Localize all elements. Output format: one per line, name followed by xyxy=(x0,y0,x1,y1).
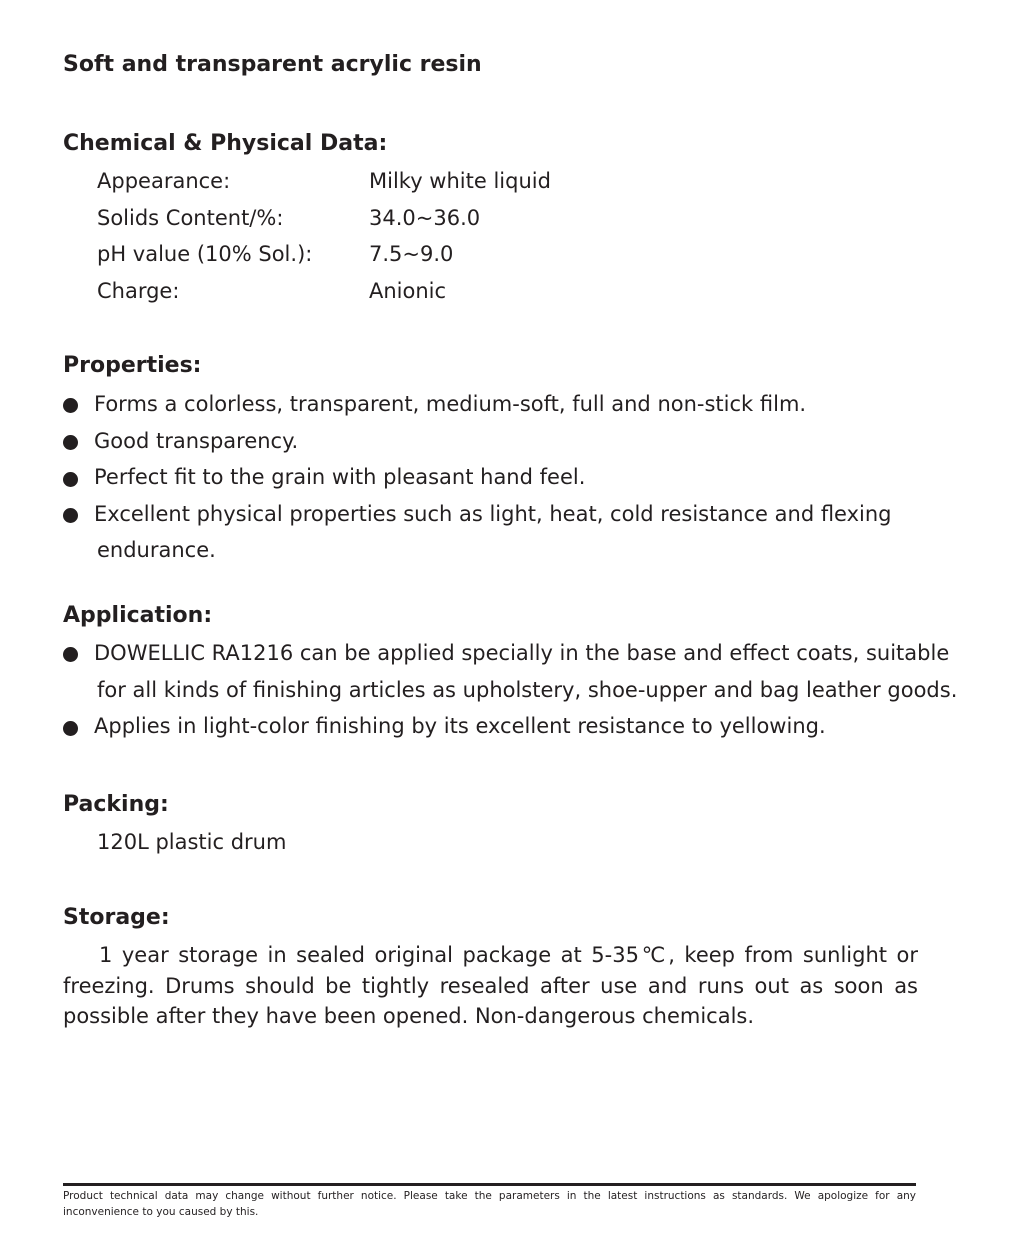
storage-text: 1 year storage in sealed original package at 5-35℃, keep from sunlight or freezing. Drums should be tightly resealed after use and runs out as soon as possible after they have been opened. Non-dangerous chemicals. xyxy=(63,943,918,1028)
application-item-1-continued: for all kinds of finishing articles as upholstery, shoe-upper and bag leather goods. xyxy=(97,678,958,702)
bullet-icon xyxy=(63,721,78,736)
charge-label: Charge: xyxy=(97,279,180,303)
application-heading: Application: xyxy=(63,603,213,628)
storage-heading: Storage: xyxy=(63,905,170,930)
solids-content-value: 34.0~36.0 xyxy=(369,206,481,230)
bullet-icon xyxy=(63,472,78,487)
solids-content-label: Solids Content/%: xyxy=(97,206,284,230)
properties-heading: Properties: xyxy=(63,353,202,378)
bullet-icon xyxy=(63,435,78,450)
appearance-label: Appearance: xyxy=(97,169,231,193)
appearance-value: Milky white liquid xyxy=(369,169,551,193)
footer-divider xyxy=(63,1183,916,1186)
application-item-1: DOWELLIC RA1216 can be applied specially in the base and effect coats, suitable xyxy=(94,641,950,665)
properties-item-3: Perfect fit to the grain with pleasant hand feel. xyxy=(94,465,586,489)
packing-text: 120L plastic drum xyxy=(97,830,287,854)
properties-item-4: Excellent physical properties such as light, heat, cold resistance and flexing xyxy=(94,502,892,526)
bullet-icon xyxy=(63,647,78,662)
packing-heading: Packing: xyxy=(63,792,169,817)
properties-item-2: Good transparency. xyxy=(94,429,299,453)
charge-value: Anionic xyxy=(369,279,447,303)
properties-item-4-continued: endurance. xyxy=(97,538,216,562)
footer-disclaimer: Product technical data may change without further notice. Please take the parameters in the latest instructions as standards. We apologize for any inconvenience to you caused by this. xyxy=(63,1190,916,1218)
application-item-2: Applies in light-color finishing by its excellent resistance to yellowing. xyxy=(94,714,826,738)
chemical-data-heading: Chemical & Physical Data: xyxy=(63,131,388,156)
ph-value-label: pH value (10% Sol.): xyxy=(97,242,313,266)
bullet-icon xyxy=(63,398,78,413)
properties-item-1: Forms a colorless, transparent, medium-soft, full and non-stick film. xyxy=(94,392,807,416)
bullet-icon xyxy=(63,508,78,523)
ph-value-value: 7.5~9.0 xyxy=(369,242,454,266)
document-title: Soft and transparent acrylic resin xyxy=(63,52,482,77)
